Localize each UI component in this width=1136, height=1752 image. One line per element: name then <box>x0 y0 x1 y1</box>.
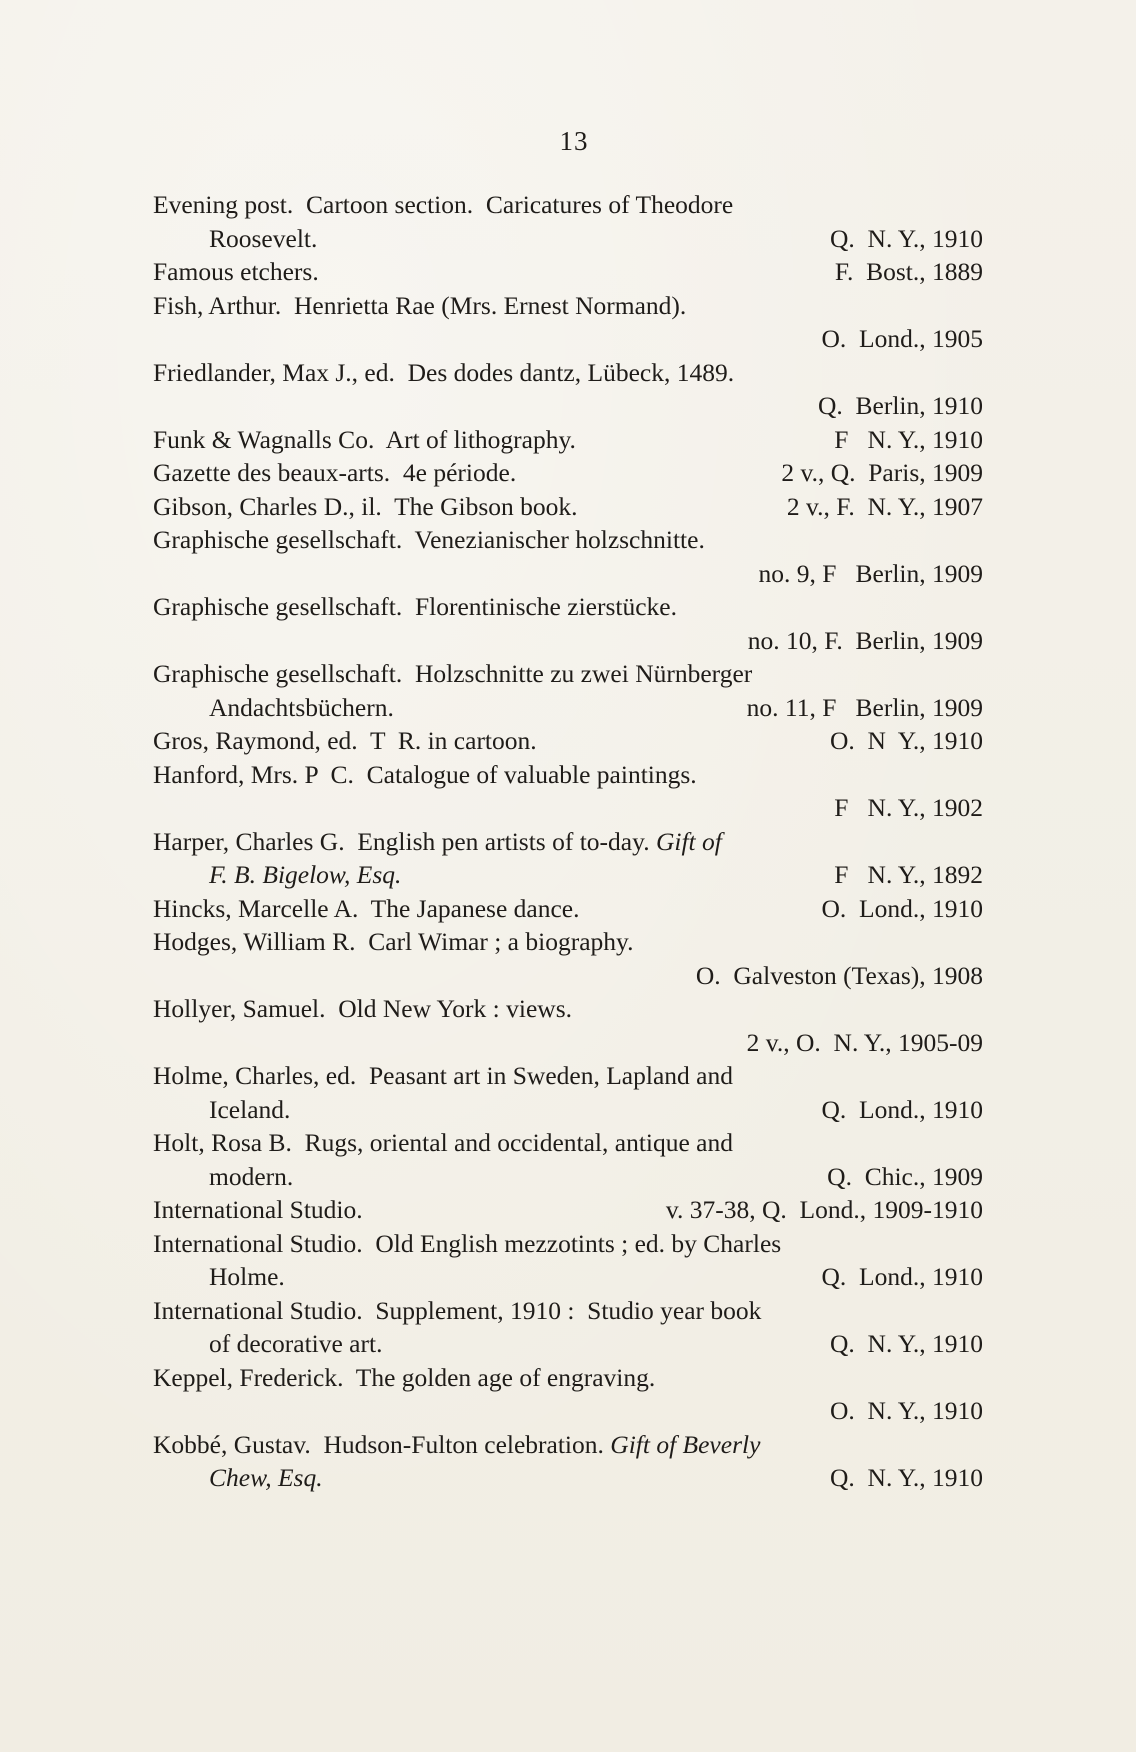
bibliography-entry <box>153 925 983 992</box>
entry-continuation-line <box>153 557 983 591</box>
entry-text: Holme. <box>209 1262 285 1291</box>
entry-line <box>153 523 983 557</box>
bibliography-entry <box>153 356 983 423</box>
entry-imprint: no. 11, F Berlin, 1909 <box>746 692 983 722</box>
entry-imprint: O. Lond., 1905 <box>821 324 983 353</box>
entry-description <box>153 255 319 289</box>
bibliography-entry <box>153 657 983 724</box>
gift-note: F. B. Bigelow, Esq. <box>209 860 402 889</box>
bibliography-entry <box>153 255 983 289</box>
bibliography-entry <box>153 523 983 590</box>
entry-line <box>153 825 983 859</box>
entry-description <box>153 523 705 557</box>
entry-text: Keppel, Frederick. The golden age of engraving. <box>153 1362 656 1392</box>
entry-imprint: Q. Lond., 1910 <box>821 1262 983 1291</box>
page-number: 13 <box>559 126 589 156</box>
entry-description <box>209 858 401 892</box>
entry-imprint: Q. N. Y., 1910 <box>829 1329 983 1358</box>
entry-text: Friedlander, Max J., ed. Des dodes dantz, Lübeck, 1489. <box>153 357 735 387</box>
entry-continuation-line <box>153 1026 983 1060</box>
gift-note: Chew, Esq. <box>209 1463 323 1492</box>
entry-continuation-line <box>153 959 983 993</box>
entry-text: Hollyer, Samuel. Old New York : views. <box>153 994 572 1023</box>
bibliography-entry <box>153 423 983 457</box>
entry-text: Holme, Charles, ed. Peasant art in Sweden, Lapland and <box>153 1061 733 1090</box>
entry-text: Gros, Raymond, ed. T R. in cartoon. <box>153 726 537 755</box>
bibliography-entry <box>153 1126 983 1193</box>
bibliography-entry <box>153 825 983 892</box>
entry-line <box>153 1193 983 1227</box>
entry-description <box>153 758 697 792</box>
entry-line <box>153 1428 983 1462</box>
entry-imprint: 2 v., O. N. Y., 1905-09 <box>746 1027 983 1057</box>
entry-text: Evening post. Cartoon section. Caricatures of Theodore <box>153 190 734 219</box>
entry-description <box>153 188 733 222</box>
entry-text: Hodges, William R. Carl Wimar ; a biography. <box>153 927 634 956</box>
entry-line <box>153 1227 983 1261</box>
entry-text: Graphische gesellschaft. Venezianischer holzschnitte. <box>153 525 705 554</box>
entry-description <box>153 356 734 390</box>
entry-description <box>153 992 572 1026</box>
entry-continuation-line <box>153 691 983 725</box>
entry-text: Fish, Arthur. Henrietta Rae (Mrs. Ernest Normand). <box>153 290 687 320</box>
entry-text: Graphische gesellschaft. Holzschnitte zu zwei Nürnberger <box>153 659 753 688</box>
entry-line <box>153 255 983 289</box>
bibliography-entry <box>153 1361 983 1428</box>
entry-description <box>153 1294 761 1328</box>
bibliography-entry <box>153 188 983 255</box>
entry-continuation-line <box>153 322 983 356</box>
entry-description <box>209 1461 323 1495</box>
bibliography-entry <box>153 490 983 524</box>
entry-text: International Studio. Supplement, 1910 : Studio year book <box>153 1295 762 1325</box>
entry-description <box>209 1093 290 1127</box>
entry-line <box>153 992 983 1026</box>
entry-line <box>153 724 983 758</box>
entry-imprint: Q. Lond., 1910 <box>821 1094 983 1124</box>
entry-text: International Studio. Old English mezzotints ; ed. by Charles <box>153 1228 782 1258</box>
entry-text: Funk & Wagnalls Co. Art of lithography. <box>153 424 576 454</box>
entry-text: Gibson, Charles D., il. The Gibson book. <box>153 491 578 521</box>
entry-text: Holt, Rosa B. Rugs, oriental and occidental, antique and <box>153 1128 734 1157</box>
bibliography-entry <box>153 1193 983 1227</box>
bibliography-entry <box>153 590 983 657</box>
entry-text: of decorative art. <box>209 1329 383 1358</box>
entry-line <box>153 590 983 624</box>
entry-imprint: 2 v., Q. Paris, 1909 <box>781 458 983 487</box>
entry-line <box>153 657 983 691</box>
entry-text: modern. <box>209 1161 294 1191</box>
entry-description <box>153 1126 733 1160</box>
entry-continuation-line <box>153 624 983 658</box>
bibliography-entry <box>153 1294 983 1361</box>
entry-description <box>153 724 537 758</box>
entry-text: Harper, Charles G. English pen artists of to-day. <box>153 826 650 856</box>
entry-description <box>153 456 516 490</box>
entry-imprint: F N. Y., 1902 <box>834 793 983 822</box>
entry-line <box>153 289 983 323</box>
entry-description <box>153 1428 760 1462</box>
entry-imprint: Q. N. Y., 1910 <box>829 223 983 253</box>
entry-line <box>153 456 983 490</box>
bibliography-entry <box>153 1059 983 1126</box>
gift-note: Gift of Beverly <box>610 1429 761 1459</box>
entry-continuation-line <box>153 389 983 423</box>
bibliography-entry <box>153 758 983 825</box>
entry-text: Gazette des beaux-arts. 4e période. <box>153 458 517 487</box>
entry-text: Andachtsbüchern. <box>209 692 394 722</box>
entry-description <box>153 1193 363 1227</box>
bibliography-entry <box>153 992 983 1059</box>
entry-description <box>209 1160 293 1194</box>
entry-imprint: Q. Chic., 1909 <box>827 1161 983 1191</box>
entry-imprint: no. 9, F Berlin, 1909 <box>758 558 983 588</box>
entry-continuation-line <box>153 1093 983 1127</box>
entry-imprint: Q. Berlin, 1910 <box>817 391 983 420</box>
entry-line <box>153 490 983 524</box>
entry-imprint: O. Galveston (Texas), 1908 <box>695 960 983 990</box>
entry-line <box>153 188 983 222</box>
entry-continuation-line <box>153 791 983 825</box>
entry-description <box>153 289 686 323</box>
gift-note: Gift of <box>655 826 722 856</box>
entry-line <box>153 1126 983 1160</box>
entry-continuation-line <box>153 1160 983 1194</box>
entry-description <box>153 925 633 959</box>
entry-line <box>153 1059 983 1093</box>
entry-text: Hanford, Mrs. P C. Catalogue of valuable paintings. <box>153 759 697 789</box>
entry-description <box>209 222 317 256</box>
entry-imprint: v. 37-38, Q. Lond., 1909-1910 <box>665 1195 983 1224</box>
entry-line <box>153 1294 983 1328</box>
entry-description <box>209 691 394 725</box>
entry-line <box>153 423 983 457</box>
entry-text: Famous etchers. <box>153 257 319 286</box>
entry-text: Kobbé, Gustav. Hudson-Fulton celebration. <box>153 1429 604 1459</box>
bibliography-entry <box>153 724 983 758</box>
entry-text: Iceland. <box>209 1094 291 1124</box>
entry-line <box>153 925 983 959</box>
entry-continuation-line <box>153 1394 983 1428</box>
entry-imprint: F N. Y., 1910 <box>834 424 983 454</box>
entry-text: Roosevelt. <box>209 223 318 253</box>
bibliography-entry <box>153 892 983 926</box>
entry-description <box>153 590 677 624</box>
entry-description <box>209 1327 382 1361</box>
entry-continuation-line <box>153 1260 983 1294</box>
entry-description <box>153 490 578 524</box>
entry-imprint: F. Bost., 1889 <box>834 257 983 286</box>
entry-line <box>153 892 983 926</box>
entry-imprint: no. 10, F. Berlin, 1909 <box>747 625 983 655</box>
entry-imprint: O. N Y., 1910 <box>829 726 983 755</box>
entry-text: Hincks, Marcelle A. The Japanese dance. <box>153 893 580 923</box>
entry-description <box>153 825 722 859</box>
entry-continuation-line <box>153 1461 983 1495</box>
entry-description <box>153 1059 733 1093</box>
bibliography-entry <box>153 456 983 490</box>
entry-continuation-line <box>153 1327 983 1361</box>
entry-line <box>153 356 983 390</box>
entry-description <box>209 1260 285 1294</box>
bibliography-entry <box>153 1428 983 1495</box>
entry-description <box>153 892 580 926</box>
entry-description <box>153 1361 655 1395</box>
entry-imprint: 2 v., F. N. Y., 1907 <box>786 491 983 521</box>
entry-imprint: O. Lond., 1910 <box>821 893 983 923</box>
entry-description <box>153 1227 781 1261</box>
entry-imprint: Q. N. Y., 1910 <box>829 1463 983 1492</box>
entry-imprint: F N. Y., 1892 <box>834 860 983 889</box>
bibliography-entry <box>153 289 983 356</box>
bibliography-entry <box>153 1227 983 1294</box>
entry-line <box>153 758 983 792</box>
entry-text: Graphische gesellschaft. Florentinische zierstücke. <box>153 592 677 621</box>
bibliography-list <box>153 188 983 1495</box>
entry-continuation-line <box>153 222 983 256</box>
entry-description <box>153 657 752 691</box>
entry-description <box>153 423 576 457</box>
entry-continuation-line <box>153 858 983 892</box>
entry-line <box>153 1361 983 1395</box>
entry-text: International Studio. <box>153 1195 363 1224</box>
entry-imprint: O. N. Y., 1910 <box>829 1396 983 1425</box>
